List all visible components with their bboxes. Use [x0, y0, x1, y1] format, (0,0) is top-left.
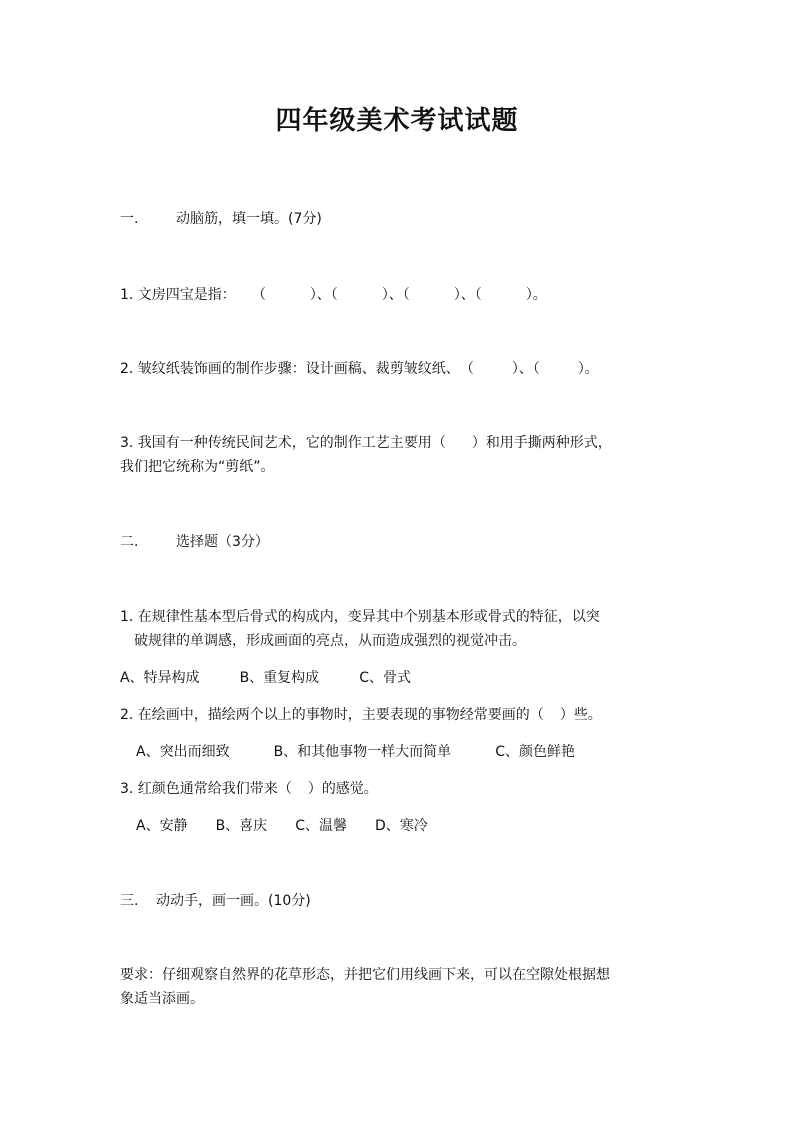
- option-c: C、颜色鲜艳: [495, 744, 575, 760]
- question-2-1-line-1: [120, 606, 600, 626]
- requirement-line-2: [120, 988, 204, 1008]
- question-text: 3. 我国有一种传统民间艺术，它的制作工艺主要用: [120, 435, 432, 451]
- question-2-3: [120, 778, 378, 798]
- question-text: 破规律的单调感，形成画面的亮点，从而造成强烈的视觉冲击。: [134, 633, 526, 649]
- question-2-1-options: [120, 667, 411, 687]
- blank-close: ）: [559, 707, 574, 723]
- blank-sep: ）、（: [511, 361, 540, 377]
- requirement-text: 要求：仔细观察自然界的花草形态，并把它们用线画下来，可以在空隙处根据想: [120, 967, 610, 983]
- section-number: 一.: [120, 211, 139, 227]
- blank-close: ）。: [525, 287, 547, 303]
- blank-sep: ）、（: [381, 287, 410, 303]
- section-number: 三.: [120, 893, 139, 909]
- question-2-3-options: [136, 815, 428, 835]
- question-text: 3. 红颜色通常给我们带来: [120, 781, 278, 797]
- section-title: 选择题（3分）: [176, 534, 269, 550]
- blank-open: （: [529, 707, 544, 723]
- option-d: D、寒冷: [374, 818, 428, 834]
- question-2-2-options: [136, 741, 575, 761]
- question-1-3-line-1: [120, 432, 612, 452]
- section-title: 动脑筋，填一填。(7分): [176, 211, 322, 227]
- blank-close: ）: [471, 435, 486, 451]
- question-text: 2. 皱纹纸装饰画的制作步骤：设计画稿、裁剪皱纹纸、: [120, 361, 460, 377]
- blank-open: （: [251, 287, 266, 303]
- question-text: 1. 在规律性基本型后骨式的构成内，变异其中个别基本形或骨式的特征，以突: [120, 609, 600, 625]
- question-2-1-line-2: [134, 630, 526, 650]
- option-c: C、骨式: [359, 670, 411, 686]
- question-text: 1. 文房四宝是指：: [120, 287, 236, 303]
- option-c: C、温馨: [295, 818, 347, 834]
- section-1-heading: [120, 208, 322, 228]
- option-a: A、特异构成: [120, 670, 200, 686]
- question-1-2: [120, 358, 599, 378]
- question-1-3-line-2: [120, 456, 275, 476]
- question-1-1: [120, 284, 547, 304]
- blank-close: ）。: [577, 361, 599, 377]
- requirement-line-1: [120, 964, 610, 984]
- option-a: A、安静: [136, 818, 188, 834]
- blank-close: ）: [307, 781, 322, 797]
- option-b: B、和其他事物一样大而简单: [273, 744, 452, 760]
- question-text-cont: 和用手撕两种形式，: [485, 435, 612, 451]
- blank-sep: ）、（: [309, 287, 338, 303]
- question-text: 2. 在绘画中，描绘两个以上的事物时，主要表现的事物经常要画的: [120, 707, 530, 723]
- section-2-heading: [120, 531, 269, 551]
- blank-open: （: [277, 781, 292, 797]
- blank-open: （: [459, 361, 474, 377]
- section-title: 动动手，画一画。(10分): [156, 893, 311, 909]
- blank-open: （: [431, 435, 446, 451]
- option-a: A、突出而细致: [136, 744, 230, 760]
- section-number: 二.: [120, 534, 139, 550]
- question-text-cont: 些。: [573, 707, 602, 723]
- option-b: B、喜庆: [215, 818, 268, 834]
- question-text: 我们把它统称为“剪纸”。: [120, 459, 275, 475]
- requirement-text: 象适当添画。: [120, 991, 204, 1007]
- page-title: 四年级美术考试试题: [275, 106, 519, 136]
- section-3-heading: [120, 890, 311, 910]
- question-text-cont: 的感觉。: [321, 781, 378, 797]
- question-2-2: [120, 704, 602, 724]
- blank-sep: ）、（: [453, 287, 482, 303]
- option-b: B、重复构成: [239, 670, 320, 686]
